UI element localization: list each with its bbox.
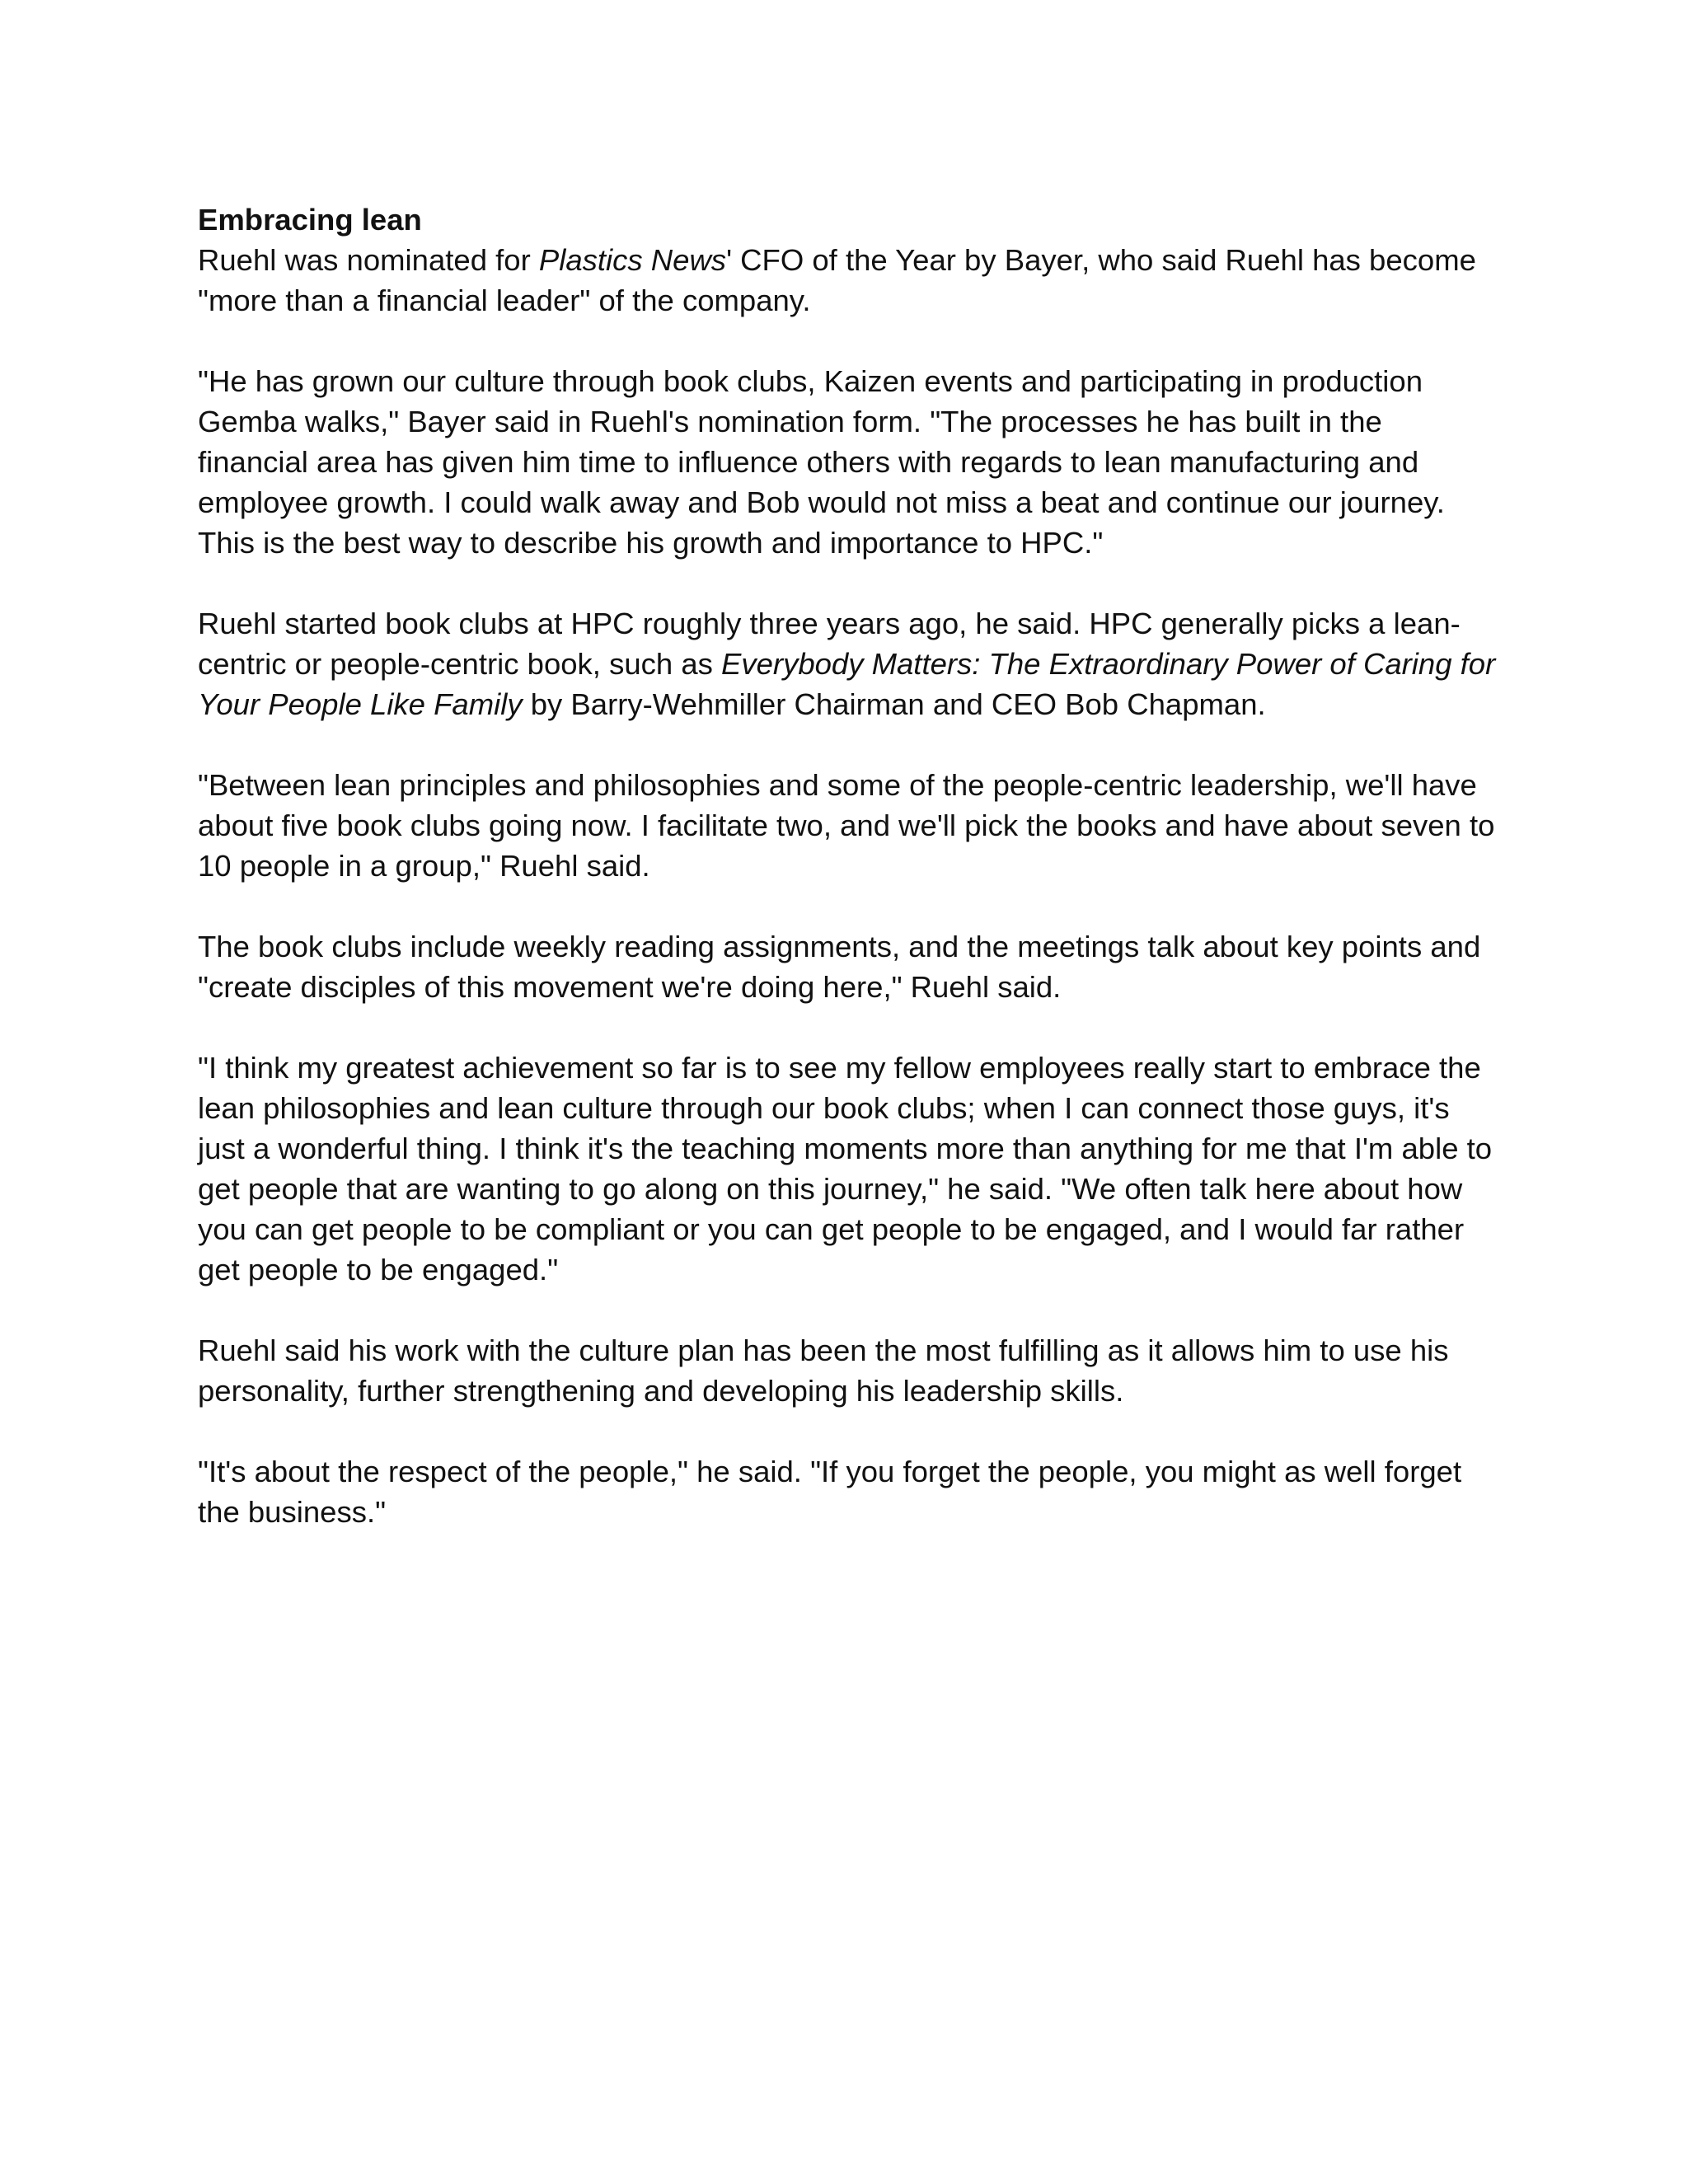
section-heading: Embracing lean — [198, 203, 422, 237]
article-body — [198, 199, 1500, 1572]
paragraph-2: "He has grown our culture through book clubs, Kaizen events and participating in production Gemba walks," Bayer said in Ruehl's nomination form. "The processes he has built in the financial area has given him time to influence others with regards to lean manufacturing and employee growth. I could walk away and Bob would not miss a beat and continue our journey. This is the best way to describe his growth and importance to HPC." — [198, 364, 1445, 560]
paragraph-1-publication-title: Plastics News — [538, 243, 727, 277]
paragraph-3-book-title: Everybody Matters: The Extraordinary Power of Caring for Your People Like Family — [198, 647, 1496, 721]
paragraph-8: "It's about the respect of the people," he said. "If you forget the people, you might as well forget the business." — [198, 1455, 1462, 1529]
paragraph-3-text-b: by Barry-Wehmiller Chairman and CEO Bob Chapman. — [522, 687, 1266, 721]
paragraph-3-text-a: Ruehl started book clubs at HPC roughly three years ago, he said. HPC generally picks a lean-centric or people-centric book, such as — [198, 607, 1461, 681]
paragraph-1-text-b: ' CFO of the Year by Bayer, who said Ruehl has become "more than a financial leader" of the company. — [198, 243, 1476, 317]
paragraph-4: "Between lean principles and philosophies and some of the people-centric leadership, we'll have about five book clubs going now. I facilitate two, and we'll pick the books and have about seven to 10 people in a group," Ruehl said. — [198, 768, 1495, 883]
paragraph-1-text-a: Ruehl was nominated for — [198, 243, 539, 277]
paragraph-7: Ruehl said his work with the culture plan has been the most fulfilling as it allows him to use his personality, further strengthening and developing his leadership skills. — [198, 1333, 1449, 1408]
paragraph-1 — [198, 240, 1500, 321]
paragraph-6: "I think my greatest achievement so far is to see my fellow employees really start to embrace the lean philosophies and lean culture through our book clubs; when I can connect those guys, it's just a wonderful thing. I think it's the teaching moments more than anything for me that I'm able to get people that are wanting to go along on this journey," he said. "We often talk here about how you can get people to be compliant or you can get people to be engaged, and I would far rather get people to be engaged." — [198, 1051, 1493, 1286]
paragraph-5: The book clubs include weekly reading assignments, and the meetings talk about key points and "create disciples of this movement we're doing here," Ruehl said. — [198, 930, 1481, 1004]
paragraph-3 — [198, 603, 1500, 724]
